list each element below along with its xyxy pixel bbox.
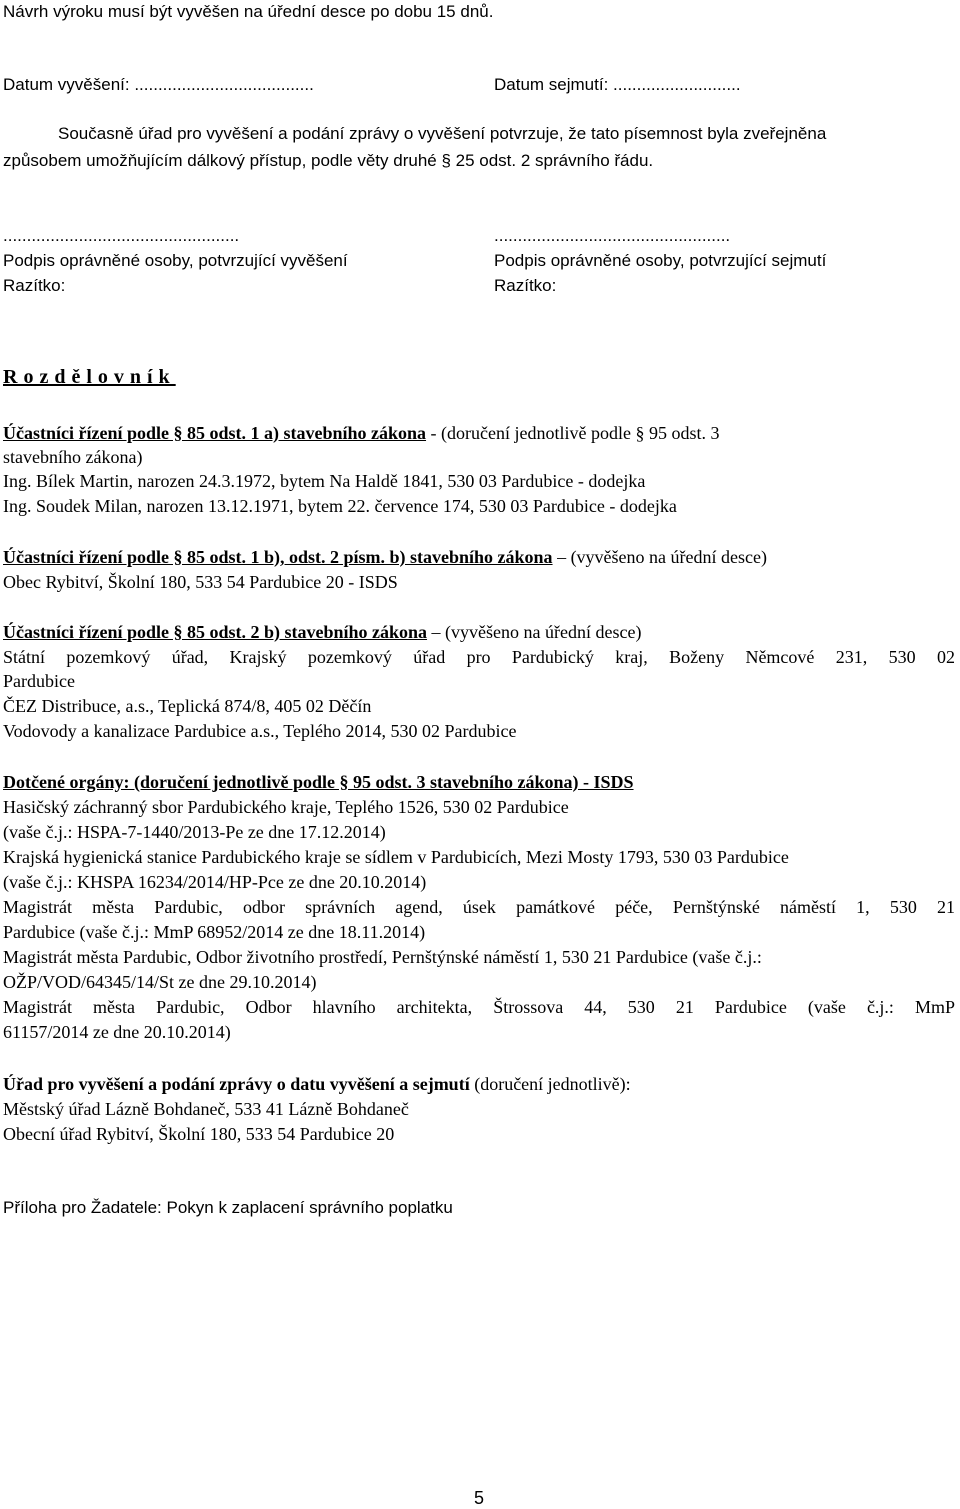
list-item: Hasičský záchranný sbor Pardubického kraje, Teplého 1526, 530 02 Pardubice (3, 797, 569, 817)
list-item: Vodovody a kanalizace Pardubice a.s., Teplého 2014, 530 02 Pardubice (3, 721, 517, 741)
page-number: 5 (474, 1488, 485, 1508)
section1-heading-rest: - (doručení jednotlivě podle § 95 odst. 3 (426, 423, 720, 443)
list-item-continuation: Pardubice (vaše č.j.: MmP 68952/2014 ze dne 18.11.2014) (3, 922, 426, 942)
list-item: Městský úřad Lázně Bohdaneč, 533 41 Lázně Bohdaneč (3, 1099, 409, 1119)
list-item: Obec Rybitví, Školní 180, 533 54 Pardubice 20 - ISDS (3, 572, 398, 592)
section2-heading (3, 547, 767, 568)
confirmation-text-line2: způsobem umožňujícím dálkový přístup, podle věty druhé § 25 odst. 2 správního řádu. (3, 151, 654, 170)
list-item-continuation: (vaše č.j.: KHSPA 16234/2014/HP-Pce ze dne 20.10.2014) (3, 872, 427, 892)
section1-heading-bold: Účastníci řízení podle § 85 odst. 1 a) stavebního zákona (3, 423, 427, 443)
distribution-heading: Rozdělovník (3, 366, 176, 388)
section4-heading: Dotčené orgány: (doručení jednotlivě podle § 95 odst. 3 stavebního zákona) - ISDS (3, 772, 634, 792)
posting-notice: Návrh výroku musí být vyvěšen na úřední desce po dobu 15 dnů. (3, 2, 494, 21)
attachment-note: Příloha pro Žadatele: Pokyn k zaplacení správního poplatku (3, 1198, 453, 1217)
list-item-continuation: Pardubice (3, 671, 75, 691)
section5-heading (3, 1074, 631, 1095)
signature-caption-posting: Podpis oprávněné osoby, potvrzující vyvěšení (3, 251, 348, 270)
section3-heading-bold: Účastníci řízení podle § 85 odst. 2 b) stavebního zákona (3, 622, 428, 642)
list-item: ČEZ Distribuce, a.s., Teplická 874/8, 405 02 Děčín (3, 696, 372, 716)
stamp-label-posting: Razítko: (3, 276, 66, 295)
section1-heading (3, 423, 719, 444)
section1-heading-line2: stavebního zákona) (3, 447, 143, 467)
signature-caption-removal: Podpis oprávněné osoby, potvrzující sejmutí (494, 251, 827, 270)
list-item: Krajská hygienická stanice Pardubického kraje se sídlem v Pardubicích, Mezi Mosty 1793, 530 03 Pardubice (3, 847, 789, 867)
posted-date-label: Datum vyvěšení: ...................................... (3, 75, 314, 94)
section2-heading-rest: – (vyvěšeno na úřední desce) (552, 547, 767, 567)
section3-heading (3, 622, 641, 643)
list-item: Ing. Soudek Milan, narozen 13.12.1971, bytem 22. července 174, 530 03 Pardubice - dodejka (3, 496, 677, 516)
section3-heading-rest: – (vyvěšeno na úřední desce) (427, 622, 642, 642)
list-item: Magistrát města Pardubic, Odbor životního prostředí, Pernštýnské náměstí 1, 530 21 Pardubice (vaše č.j.: (3, 947, 762, 967)
signature-line-posting: .................................................. (3, 226, 240, 245)
list-item-continuation: (vaše č.j.: HSPA-7-1440/2013-Pe ze dne 17.12.2014) (3, 822, 386, 842)
section5-heading-rest: (doručení jednotlivě): (469, 1074, 631, 1094)
section5-heading-bold: Úřad pro vyvěšení a podání zprávy o datu vyvěšení a sejmutí (3, 1074, 470, 1094)
list-item-continuation: 61157/2014 ze dne 20.10.2014) (3, 1022, 231, 1042)
list-item: Státní pozemkový úřad, Krajský pozemkový úřad pro Pardubický kraj, Boženy Němcové 231, 530 02 (3, 647, 955, 667)
list-item: Ing. Bílek Martin, narozen 24.3.1972, bytem Na Haldě 1841, 530 03 Pardubice - dodejka (3, 471, 646, 491)
stamp-label-removal: Razítko: (494, 276, 557, 295)
list-item-continuation: OŽP/VOD/64345/14/St ze dne 29.10.2014) (3, 972, 317, 992)
section2-heading-bold: Účastníci řízení podle § 85 odst. 1 b), odst. 2 písm. b) stavebního zákona (3, 547, 553, 567)
confirmation-text-line1: Současně úřad pro vyvěšení a podání zprávy o vyvěšení potvrzuje, že tato písemnost byla zveřejněna (58, 124, 827, 143)
list-item: Magistrát města Pardubic, Odbor hlavního architekta, Štrossova 44, 530 21 Pardubice (vaše č.j.: MmP (3, 997, 955, 1017)
list-item: Magistrát města Pardubic, odbor správních agend, úsek památkové péče, Pernštýnské náměstí 1, 530 21 (3, 897, 955, 917)
removed-date-label: Datum sejmutí: ........................... (494, 75, 741, 94)
signature-line-removal: .................................................. (494, 226, 731, 245)
list-item: Obecní úřad Rybitví, Školní 180, 533 54 Pardubice 20 (3, 1124, 395, 1144)
